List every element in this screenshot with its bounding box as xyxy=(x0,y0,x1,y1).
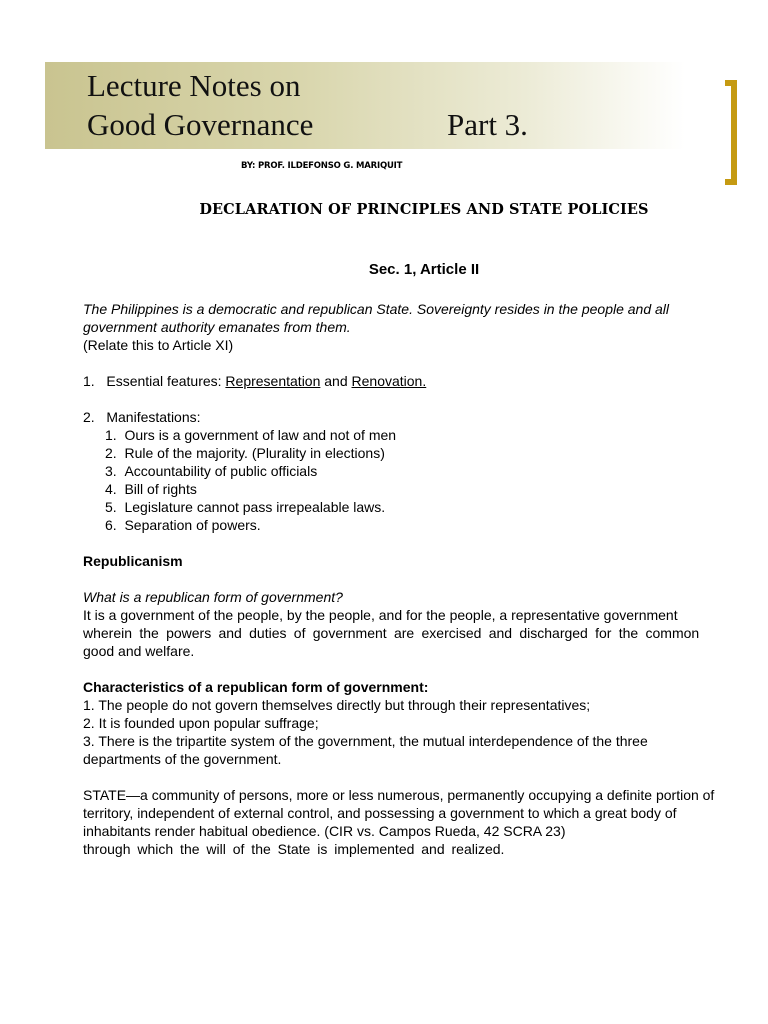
list-item-num: 4. xyxy=(105,481,117,497)
characteristic-item-cont: departments of the government. xyxy=(83,751,282,767)
intro-line-2: government authority emanates from them. xyxy=(83,319,351,335)
document-body xyxy=(83,300,766,858)
republicanism-title: Republicanism xyxy=(83,553,183,569)
manifestations-label xyxy=(83,408,766,426)
list-item xyxy=(83,516,766,534)
characteristic-item: 3. There is the tripartite system of the government, the mutual interdependence of the three xyxy=(83,733,648,749)
list-item xyxy=(83,498,766,516)
characteristic-item: 1. The people do not govern themselves directly but through their representatives; xyxy=(83,697,591,713)
list-item-num: 2. xyxy=(105,445,117,461)
essential-prefix: Essential features: xyxy=(106,373,226,389)
list-item xyxy=(83,444,766,462)
relate-note: (Relate this to Article XI) xyxy=(83,337,234,353)
list-item-text: Rule of the majority. (Plurality in elections) xyxy=(124,445,385,461)
republic-question: What is a republican form of government? xyxy=(83,589,343,605)
list-item xyxy=(83,426,766,444)
title-banner xyxy=(45,62,685,149)
list-item-text: Bill of rights xyxy=(124,481,197,497)
state-line-1: STATE—a community of persons, more or less numerous, permanently occupying a definite portion of xyxy=(83,787,715,803)
list-item-text: Ours is a government of law and not of men xyxy=(124,427,397,443)
section-title: Sec. 1, Article II xyxy=(368,261,480,278)
state-line-4: through which the will of the State is implemented and realized. xyxy=(83,841,505,857)
intro-line-1: The Philippines is a democratic and republican State. Sovereignty resides in the people and all xyxy=(83,301,670,317)
part-label: Part 3. xyxy=(447,107,528,142)
manifestations-num: 2. xyxy=(83,409,95,425)
list-item xyxy=(83,462,766,480)
title-line-1: Lecture Notes on xyxy=(87,68,301,103)
state-line-3: inhabitants render habitual obedience. (CIR vs. Campos Rueda, 42 SCRA 23) xyxy=(83,823,566,839)
list-item-text: Legislature cannot pass irrepealable laws. xyxy=(124,499,386,515)
characteristic-item: 2. It is founded upon popular suffrage; xyxy=(83,715,319,731)
republic-answer-line-2: wherein the powers and duties of government are exercised and discharged for the common xyxy=(83,625,700,641)
characteristics-title: Characteristics of a republican form of government: xyxy=(83,679,429,695)
term-renovation: Renovation. xyxy=(351,373,427,389)
list-item-num: 5. xyxy=(105,499,117,515)
essential-and: and xyxy=(320,373,352,389)
document-title xyxy=(87,66,313,144)
republic-answer-line-3: good and welfare. xyxy=(83,643,195,659)
manifestations-text: Manifestations: xyxy=(106,409,201,425)
list-item-num: 1. xyxy=(105,427,117,443)
state-line-2: territory, independent of external control, and possessing a government to which a great body of xyxy=(83,805,677,821)
bracket-decoration xyxy=(725,80,737,185)
list-item-text: Separation of powers. xyxy=(124,517,261,533)
essential-features xyxy=(83,372,766,390)
manifestations-list xyxy=(83,426,766,534)
byline: BY: PROF. ILDEFONSO G. MARIQUIT xyxy=(241,161,403,171)
essential-num: 1. xyxy=(83,373,95,389)
title-line-2: Good Governance xyxy=(87,107,314,142)
list-item-num: 6. xyxy=(105,517,117,533)
list-item xyxy=(83,480,766,498)
main-heading: DECLARATION OF PRINCIPLES AND STATE POLICIES xyxy=(199,201,649,218)
term-representation: Representation xyxy=(225,373,321,389)
republic-answer-line-1: It is a government of the people, by the people, and for the people, a representative government xyxy=(83,607,678,623)
list-item-num: 3. xyxy=(105,463,117,479)
list-item-text: Accountability of public officials xyxy=(124,463,318,479)
